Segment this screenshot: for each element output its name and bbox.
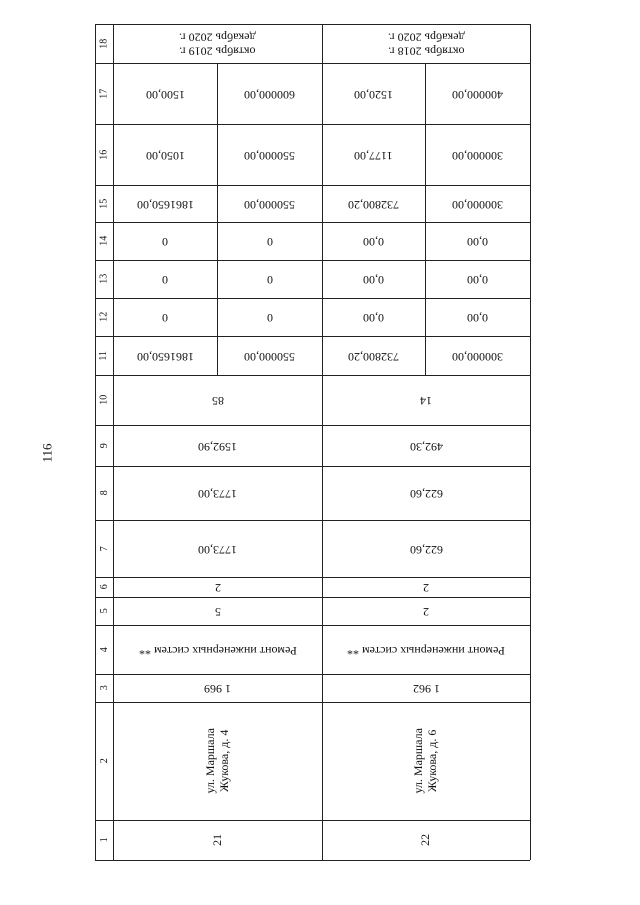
text-line: Жукова, д. 4	[216, 729, 231, 793]
value-cell	[322, 466, 530, 520]
column-number-6	[95, 577, 113, 597]
cell-value: 2	[423, 604, 429, 619]
text-line: декабрь 2020 г.	[179, 30, 256, 45]
column-number-label: 5	[98, 608, 110, 614]
value-cell	[322, 124, 425, 185]
cell-value: 2	[214, 580, 221, 595]
value-cell	[113, 298, 217, 336]
column-number-label: 13	[98, 274, 110, 284]
column-number-label: 6	[98, 584, 110, 590]
column-number-14	[95, 222, 113, 260]
row-number-cell	[113, 820, 322, 860]
cell-value: 550000,00	[244, 349, 295, 364]
value-cell	[425, 222, 530, 260]
column-number-label: 14	[98, 236, 110, 246]
column-number-label: 7	[98, 546, 110, 551]
value-cell	[322, 520, 530, 577]
value-cell	[217, 260, 322, 298]
value-cell	[425, 124, 530, 185]
cell-value: 0	[162, 272, 168, 287]
value-cell	[322, 375, 530, 425]
cell-value: 0	[162, 310, 168, 325]
column-number-label: 3	[98, 685, 110, 691]
column-number-12	[95, 298, 113, 336]
cell-value: 0,00	[363, 234, 384, 249]
column-number-15	[95, 185, 113, 222]
column-number-13	[95, 260, 113, 298]
period-text	[388, 30, 465, 58]
value-cell	[113, 577, 322, 597]
value-cell	[322, 425, 530, 466]
value-cell	[425, 185, 530, 222]
column-number-label: 16	[98, 149, 110, 160]
cell-value: 85	[211, 393, 224, 408]
cell-value: 1 962	[412, 681, 440, 696]
cell-value: 1177,00	[354, 148, 393, 163]
value-cell	[322, 63, 425, 124]
cell-value: Ремонт инженерных систем **	[347, 643, 505, 658]
column-number-7	[95, 520, 113, 577]
cell-value: 0,00	[467, 234, 488, 249]
cell-value: 0	[266, 234, 273, 249]
cell-value: 1773,00	[198, 486, 237, 501]
column-number-label: 18	[98, 38, 110, 49]
column-number-4	[95, 625, 113, 674]
text-line: ул. Маршала	[202, 728, 217, 794]
value-cell	[322, 222, 425, 260]
cell-value: 0	[162, 234, 168, 249]
cell-value: 300000,00	[452, 349, 503, 364]
column-number-label: 2	[98, 758, 110, 764]
cell-value: 0	[266, 272, 273, 287]
cell-value: 600000,00	[244, 87, 295, 102]
value-cell	[217, 298, 322, 336]
value-cell	[113, 520, 322, 577]
value-cell	[322, 577, 530, 597]
column-number-10	[95, 375, 113, 425]
value-cell	[217, 185, 322, 222]
column-number-3	[95, 674, 113, 702]
cell-value: 0	[266, 310, 273, 325]
cell-value: 5	[214, 604, 221, 619]
value-cell	[217, 222, 322, 260]
address-text	[412, 728, 440, 793]
column-number-label: 15	[98, 198, 110, 209]
value-cell	[322, 674, 530, 702]
text-line: октябрь 2018 г.	[387, 44, 465, 59]
cell-value: 622,60	[409, 542, 443, 557]
column-number-5	[95, 597, 113, 625]
cell-value: 1500,00	[145, 87, 185, 102]
cell-value: 1861650,00	[136, 197, 194, 212]
page-number: 116	[40, 443, 55, 463]
cell-value: 1050,00	[145, 148, 185, 163]
cell-value: 400000,00	[452, 87, 503, 102]
cell-value: 492,30	[409, 439, 443, 454]
column-number-1	[95, 820, 113, 860]
value-cell	[113, 336, 217, 375]
cell-value: 14	[420, 393, 432, 408]
column-number-2	[95, 702, 113, 820]
column-number-16	[95, 124, 113, 185]
cell-value: 2	[423, 580, 429, 595]
cell-value: 0,00	[363, 272, 384, 287]
column-number-label: 9	[98, 443, 110, 448]
address-cell	[322, 702, 530, 820]
cell-value: 1520,00	[354, 87, 393, 102]
column-number-11	[95, 336, 113, 375]
value-cell	[113, 674, 322, 702]
value-cell	[322, 625, 530, 674]
value-cell	[113, 222, 217, 260]
column-number-label: 4	[98, 647, 110, 652]
column-number-8	[95, 466, 113, 520]
value-cell	[322, 597, 530, 625]
cell-value: 1592,90	[198, 439, 237, 454]
value-cell	[113, 375, 322, 425]
cell-value: 0,00	[467, 310, 488, 325]
text-line: ул. Маршала	[411, 728, 426, 794]
cell-value: 0,00	[363, 310, 384, 325]
period-text	[179, 30, 256, 58]
cell-value: 550000,00	[244, 197, 295, 212]
value-cell	[425, 260, 530, 298]
cell-value: 1 969	[204, 681, 231, 696]
text-line: Жукова, д. 6	[424, 729, 439, 793]
column-number-9	[95, 425, 113, 466]
value-cell	[425, 298, 530, 336]
cell-value: 732800,20	[348, 349, 399, 364]
column-number-label: 8	[98, 490, 110, 496]
cell-value: 622,60	[409, 486, 443, 501]
value-cell	[113, 63, 217, 124]
column-number-18	[95, 24, 113, 63]
cell-value: 550000,00	[244, 148, 295, 163]
period-cell	[113, 24, 322, 63]
value-cell	[217, 336, 322, 375]
value-cell	[217, 124, 322, 185]
value-cell	[425, 336, 530, 375]
column-number-label: 11	[98, 350, 110, 361]
value-cell	[113, 124, 217, 185]
column-number-label: 10	[98, 395, 110, 405]
text-line: декабрь 2020 г.	[387, 30, 465, 45]
value-cell	[113, 260, 217, 298]
value-cell	[113, 185, 217, 222]
cell-value: 1773,00	[198, 542, 237, 557]
row-number-cell	[322, 820, 530, 860]
text-line: октябрь 2019 г.	[179, 44, 256, 59]
value-cell	[322, 185, 425, 222]
cell-value: Ремонт инженерных систем **	[138, 643, 297, 658]
period-cell	[322, 24, 530, 63]
value-cell	[322, 336, 425, 375]
cell-value: 0,00	[467, 272, 488, 287]
row-number: 21	[209, 833, 224, 846]
value-cell	[113, 466, 322, 520]
cell-value: 300000,00	[452, 148, 503, 163]
column-number-17	[95, 63, 113, 124]
value-cell	[217, 63, 322, 124]
address-text	[204, 728, 232, 793]
table-rule	[530, 24, 531, 860]
value-cell	[113, 425, 322, 466]
value-cell	[425, 63, 530, 124]
column-number-label: 17	[98, 88, 110, 99]
value-cell	[322, 260, 425, 298]
cell-value: 732800,20	[348, 197, 399, 212]
cell-value: 1861650,00	[136, 349, 194, 364]
value-cell	[113, 625, 322, 674]
row-number: 22	[418, 833, 433, 846]
cell-value: 300000,00	[452, 197, 503, 212]
value-cell	[113, 597, 322, 625]
table-rule	[95, 860, 530, 861]
value-cell	[322, 298, 425, 336]
column-number-label: 1	[98, 837, 110, 843]
column-number-label: 12	[98, 312, 110, 322]
address-cell	[113, 702, 322, 820]
